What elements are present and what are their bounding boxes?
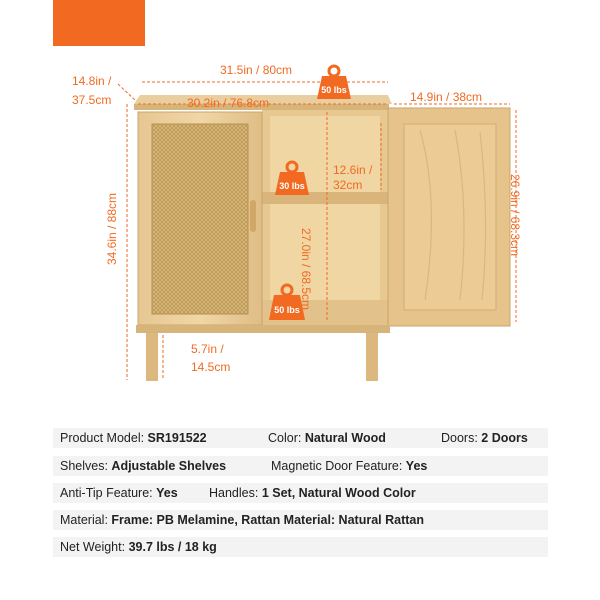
overall-height-label: 34.6in / 88cm [105, 192, 120, 266]
doors-value: 2 Doors [481, 431, 528, 445]
left-door [138, 112, 262, 325]
bottom-weight-label: 50 lbs [274, 305, 300, 315]
antitip-label: Anti-Tip Feature: [60, 486, 157, 500]
doors-label: Doors: [441, 431, 482, 445]
material-label: Material: [60, 513, 112, 527]
magnetic-value: Yes [405, 459, 428, 473]
shelves-label: Shelves: [60, 459, 112, 473]
spec-row-material [53, 510, 548, 530]
shelf-weight-label: 30 lbs [279, 181, 305, 191]
top-weight-label: 50 lbs [321, 85, 347, 95]
spec-row-weight [53, 537, 548, 557]
leg-height-label-2: 14.5cm [191, 360, 231, 374]
top-weight-icon [316, 64, 352, 100]
spec-row-model [53, 428, 548, 448]
shelf-weight-icon [274, 160, 310, 196]
color-label: Color: [268, 431, 305, 445]
model-value: SR191522 [147, 431, 207, 445]
net-weight-value: 39.7 lbs / 18 kg [128, 540, 217, 554]
spec-row-shelves [53, 456, 548, 476]
right-door [388, 108, 510, 326]
spec-row-antitip [53, 483, 548, 503]
top-depth-label-2: 37.5cm [72, 93, 112, 107]
shelf-gap-label-1: 12.6in / [333, 163, 373, 177]
inner-height-label: 27.0in / 68.5cm [299, 227, 314, 311]
handles-value: 1 Set, Natural Wood Color [261, 486, 416, 500]
overall-width-label: 31.5in / 80cm [220, 63, 293, 77]
net-weight-label: Net Weight: [60, 540, 129, 554]
inner-width-label: 30.2in / 76.8cm [187, 96, 270, 110]
antitip-value: Yes [156, 486, 178, 500]
leg-height-label-1: 5.7in / [191, 342, 224, 356]
shelf-gap-label-2: 32cm [333, 178, 363, 192]
door-height-label: 26.9in / 68.3cm [508, 173, 523, 257]
model-label: Product Model: [60, 431, 148, 445]
handles-label: Handles: [209, 486, 262, 500]
magnetic-label: Magnetic Door Feature: [271, 459, 406, 473]
door-width-label: 14.9in / 38cm [410, 90, 483, 104]
material-value: Frame: PB Melamine, Rattan Material: Natural Rattan [111, 513, 424, 527]
shelves-value: Adjustable Shelves [111, 459, 227, 473]
top-depth-label-1: 14.8in / [72, 74, 112, 88]
color-value: Natural Wood [304, 431, 386, 445]
cabinet-base [136, 325, 390, 381]
